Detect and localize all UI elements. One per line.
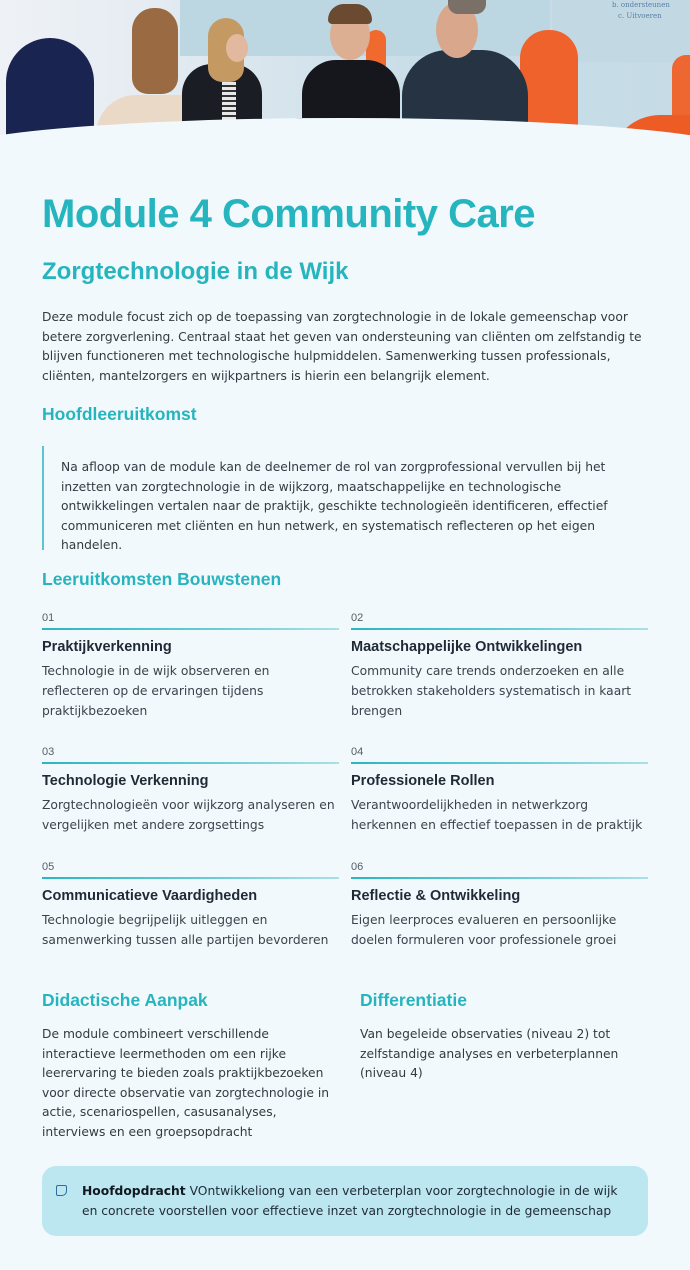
item-description: Verantwoordelijkheden in netwerkzorg herkennen en effectief toepassen in de praktijk bbox=[351, 798, 643, 832]
item-number: 02 bbox=[351, 612, 364, 624]
item-divider bbox=[42, 628, 339, 630]
building-block-item bbox=[351, 861, 648, 950]
building-block-item bbox=[42, 746, 339, 835]
item-number: 06 bbox=[351, 861, 364, 873]
didactics-heading: Didactische Aanpak bbox=[42, 990, 208, 1010]
building-blocks-heading: Leeruitkomsten Bouwstenen bbox=[42, 569, 282, 589]
main-assignment-body: VOntwikkeliong van een verbeterplan voor zorgtechnologie in de wijk en concrete voorstellen voor effectieve inzet van zorgtechnologie in de gemeenschap bbox=[82, 1184, 618, 1218]
item-divider bbox=[351, 762, 648, 764]
building-block-item bbox=[351, 746, 648, 835]
differentiation-text: Van begeleide observaties (niveau 2) tot zelfstandige analyses en verbeterplannen (niveau 4) bbox=[360, 1027, 619, 1080]
person-face bbox=[226, 34, 248, 62]
differentiation-heading: Differentiatie bbox=[360, 990, 467, 1010]
orange-chair bbox=[672, 55, 690, 115]
building-block-item bbox=[351, 612, 648, 721]
person-head bbox=[132, 8, 178, 94]
item-description: Technologie begrijpelijk uitleggen en samenwerking tussen alle partijen bevorderen bbox=[42, 913, 329, 947]
item-title: Maatschappelijke Ontwikkelingen bbox=[351, 639, 583, 655]
item-title: Communicatieve Vaardigheden bbox=[42, 888, 258, 904]
main-assignment-text bbox=[82, 1181, 628, 1221]
page-title: Module 4 Community Care bbox=[42, 192, 536, 236]
person-hair bbox=[328, 4, 372, 24]
intro-paragraph: Deze module focust zich op de toepassing van zorgtechnologie in de lokale gemeenschap voor betere zorgverlening. Centraal staat het geven van ondersteuning van cliënten om zelfstandig te blijven functioneren met technologische hulpmiddelen. Samenwerking tussen professionals, cliënten, mantelzorgers en wijkpartners is hierin een belangrijk element. bbox=[42, 310, 642, 383]
hero-photo bbox=[0, 0, 690, 160]
item-number: 04 bbox=[351, 746, 364, 758]
item-number: 03 bbox=[42, 746, 55, 758]
main-outcome-text: Na afloop van de module kan de deelnemer de rol van zorgprofessional vervullen bij het inzetten van zorgtechnologie in de wijkzorg, maatschappelijke en technologische ontwikkelingen vertalen naar de praktijk, geschikte technologieën identificeren, effectief communiceren met cliënten en hun netwerk, en systematisch reflecteren op het eigen handelen. bbox=[61, 460, 608, 552]
item-title: Praktijkverkenning bbox=[42, 639, 172, 655]
building-block-item bbox=[42, 612, 339, 721]
item-number: 01 bbox=[42, 612, 55, 624]
main-outcome-quote bbox=[42, 446, 654, 550]
page-subtitle: Zorgtechnologie in de Wijk bbox=[42, 258, 349, 285]
note-icon bbox=[56, 1185, 67, 1196]
item-title: Technologie Verkenning bbox=[42, 773, 209, 789]
whiteboard-line: b. ondersteunen bbox=[612, 1, 670, 9]
hero-curve-mask bbox=[0, 118, 690, 160]
item-divider bbox=[351, 877, 648, 879]
whiteboard-line: c. Uitvoeren bbox=[618, 12, 662, 20]
main-outcome-heading: Hoofdleeruitkomst bbox=[42, 404, 197, 424]
main-assignment-callout bbox=[42, 1166, 648, 1236]
building-block-item bbox=[42, 861, 339, 950]
item-description: Eigen leerproces evalueren en persoonlijke doelen formuleren voor professionele groei bbox=[351, 913, 617, 947]
didactics-text: De module combineert verschillende interactieve leermethoden om een rijke leerervaring te bieden zoals praktijkbezoeken voor directe observatie van zorgtechnologie in actie, scenariospellen, casusanalyses, interviews en een groepsopdracht bbox=[42, 1027, 330, 1139]
item-title: Professionele Rollen bbox=[351, 773, 495, 789]
shirt-stripes bbox=[222, 80, 236, 120]
whiteboard-writing bbox=[612, 0, 670, 22]
item-title: Reflectie & Ontwikkeling bbox=[351, 888, 521, 904]
item-number: 05 bbox=[42, 861, 55, 873]
item-description: Zorgtechnologieën voor wijkzorg analyseren en vergelijken met andere zorgsettings bbox=[42, 798, 335, 832]
item-divider bbox=[351, 628, 648, 630]
main-assignment-label: Hoofdopdracht bbox=[82, 1184, 186, 1198]
person-hair bbox=[448, 0, 486, 14]
item-description: Technologie in de wijk observeren en reflecteren op de ervaringen tijdens praktijkbezoeken bbox=[42, 664, 270, 718]
item-description: Community care trends onderzoeken en alle betrokken stakeholders systematisch in kaart brengen bbox=[351, 664, 632, 718]
item-divider bbox=[42, 877, 339, 879]
item-divider bbox=[42, 762, 339, 764]
